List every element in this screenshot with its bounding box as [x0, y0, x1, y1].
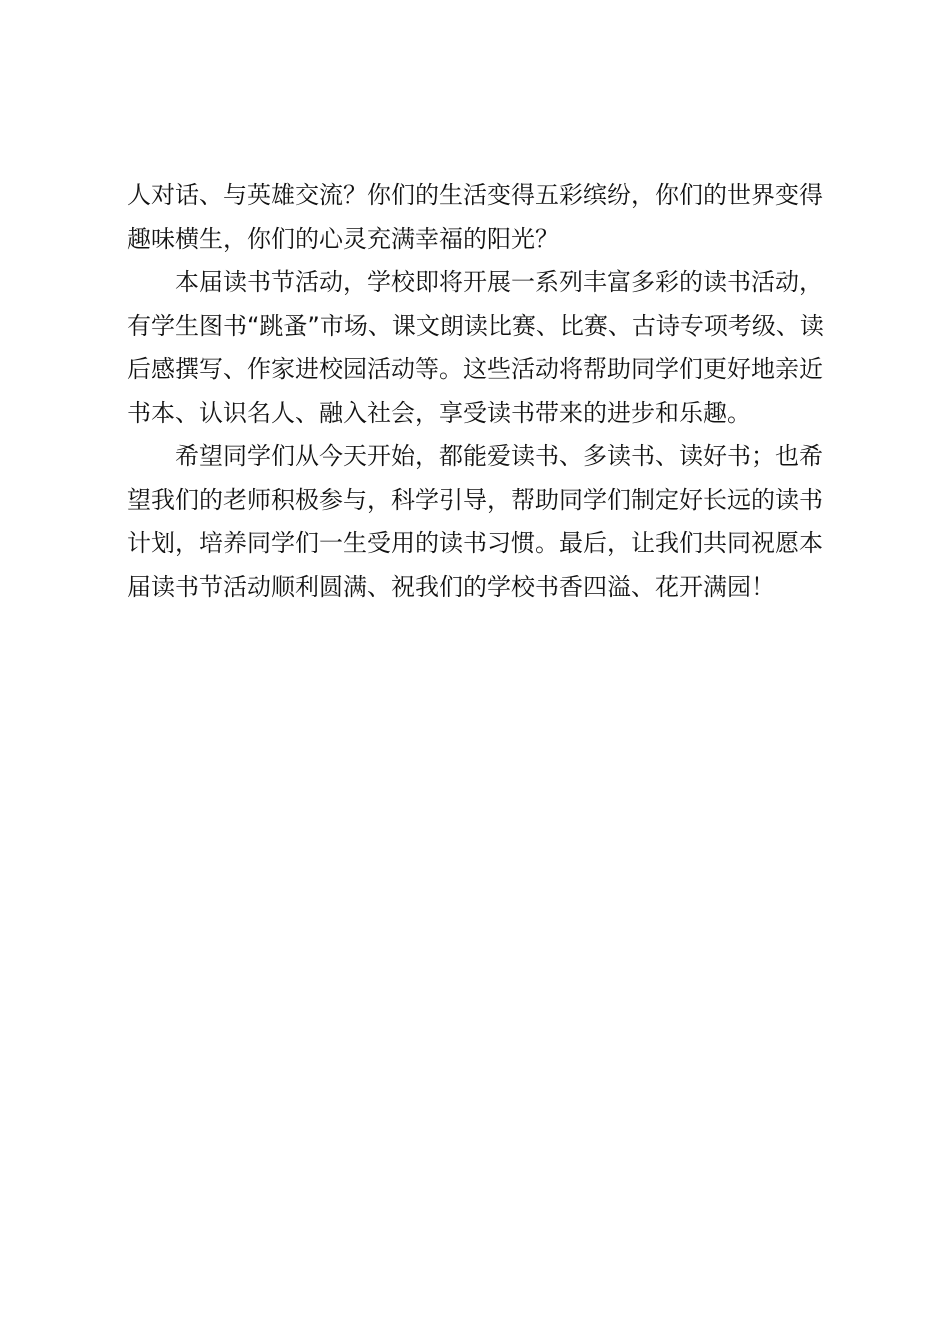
- paragraph-continuation: 人对话、与英雄交流？你们的生活变得五彩缤纷，你们的世界变得趣味横生，你们的心灵充满幸福的阳光？: [127, 181, 823, 253]
- body-text: [127, 174, 837, 609]
- paragraph-activities: 本届读书节活动，学校即将开展一系列丰富多彩的读书活动，有学生图书“跳蚤”市场、课文朗读比赛、比赛、古诗专项考级、读后感撰写、作家进校园活动等。这些活动将帮助同学们更好地亲近书本、认识名人、融入社会，享受读书带来的进步和乐趣。: [127, 268, 824, 427]
- paragraph-closing: 希望同学们从今天开始，都能爱读书、多读书、读好书；也希望我们的老师积极参与，科学引导，帮助同学们制定好长远的读书计划，培养同学们一生受用的读书习惯。最后，让我们共同祝愿本届读书节活动顺利圆满、祝我们的学校书香四溢、花开满园！: [127, 442, 823, 601]
